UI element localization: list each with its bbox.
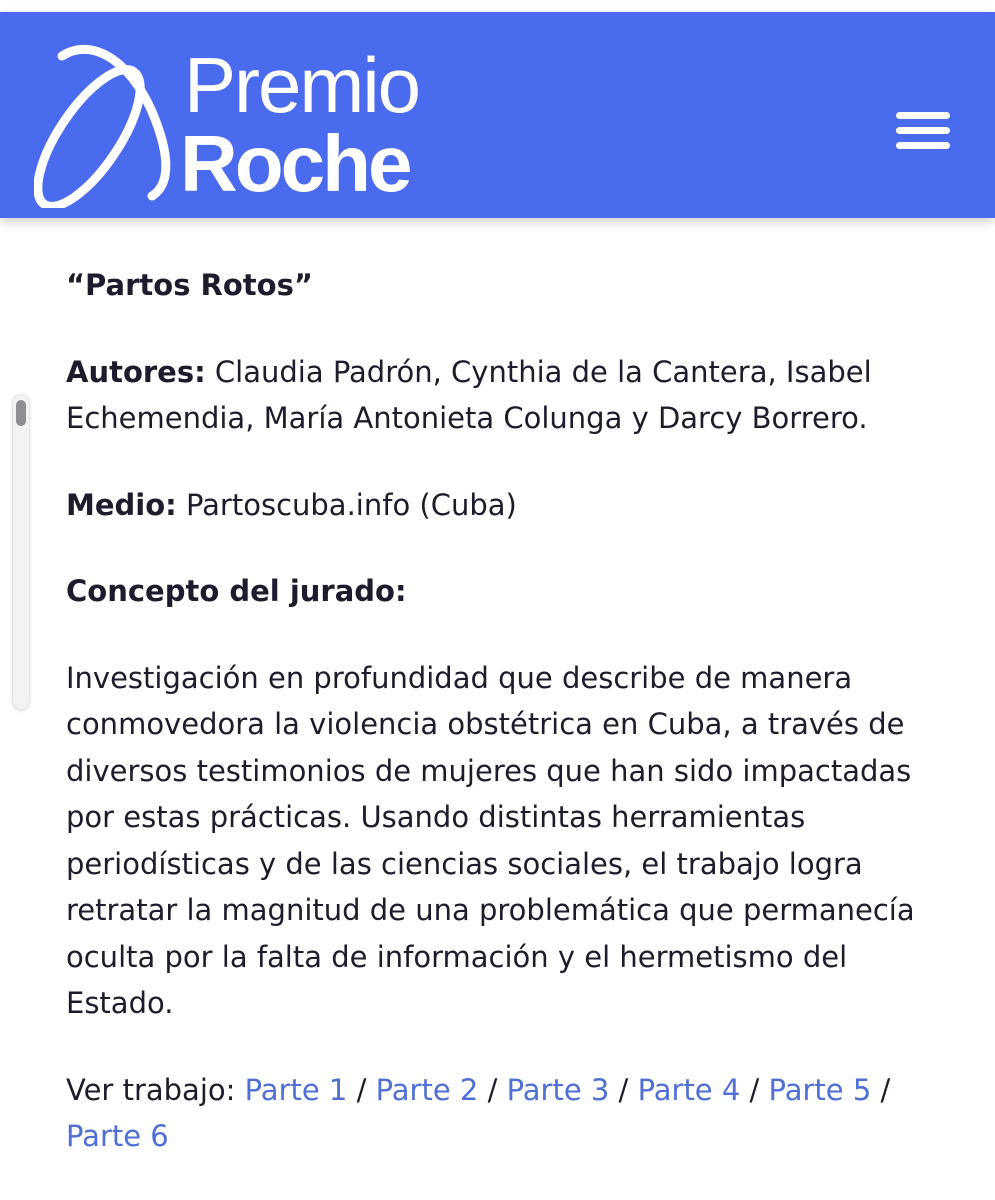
premio-roche-logo[interactable] <box>34 38 434 208</box>
link-separator: / <box>609 1072 638 1107</box>
link-separator: / <box>347 1072 376 1107</box>
menu-bar-top <box>896 112 950 119</box>
menu-bar-middle <box>896 127 950 134</box>
logo-roche-text: Roche <box>180 119 410 208</box>
medium-value: Partoscuba.info (Cuba) <box>176 487 517 522</box>
link-separator: / <box>871 1072 891 1107</box>
authors-label: Autores: <box>66 354 206 389</box>
jury-heading: Concepto del jurado: <box>66 574 407 608</box>
site-header <box>0 12 995 218</box>
menu-bar-bottom <box>896 142 950 149</box>
link-parte-4[interactable]: Parte 4 <box>637 1072 741 1107</box>
logo-ellipse-mark-icon <box>34 38 184 208</box>
view-work-label: Ver trabajo: <box>66 1072 245 1107</box>
link-separator: / <box>740 1072 769 1107</box>
link-parte-5[interactable]: Parte 5 <box>768 1072 872 1107</box>
article-content <box>66 262 946 1160</box>
medium-label: Medio: <box>66 487 177 522</box>
vertical-scrollbar[interactable] <box>12 394 30 710</box>
authors-value: Claudia Padrón, Cynthia de la Cantera, Isabel Echemendia, María Antonieta Colunga y Darcy Borrero. <box>66 354 872 435</box>
link-parte-2[interactable]: Parte 2 <box>375 1072 479 1107</box>
view-work-links <box>66 1067 946 1160</box>
authors-paragraph <box>66 349 946 442</box>
link-parte-1[interactable]: Parte 1 <box>244 1072 348 1107</box>
logo-premio-text: Premio <box>184 41 420 129</box>
jury-text: Investigación en profundidad que describe de manera conmovedora la violencia obstétrica en Cuba, a través de diversos testimonios de mujeres que han sido impactadas por estas prácticas. Usando distintas herramientas periodísticas y de las ciencias sociales, el trabajo logra retratar la magnitud de una problemática que permanecía oculta por la falta de información y el hermetismo del Estado. <box>66 660 915 1020</box>
top-strip <box>0 0 995 12</box>
scrollbar-thumb[interactable] <box>16 400 26 426</box>
link-parte-6[interactable]: Parte 6 <box>66 1119 169 1153</box>
link-separator: / <box>478 1072 507 1107</box>
hamburger-menu-button[interactable] <box>888 106 956 156</box>
article-title: “Partos Rotos” <box>66 268 313 302</box>
medium-paragraph <box>66 482 946 529</box>
link-parte-3[interactable]: Parte 3 <box>506 1072 610 1107</box>
